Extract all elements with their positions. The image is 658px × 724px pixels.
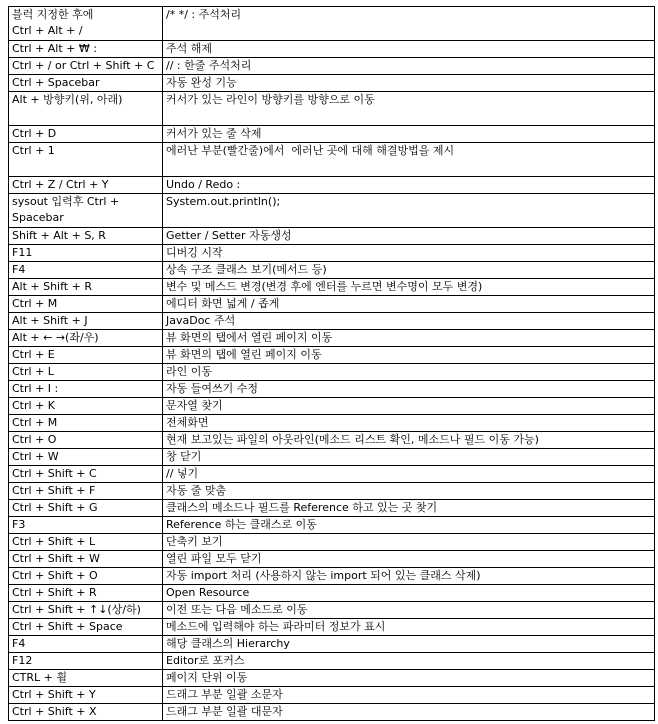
table-row [9, 364, 655, 381]
shortcut-key-cell: Ctrl + Shift + Y [9, 687, 163, 704]
table-row [9, 296, 655, 313]
shortcut-description-cell: 페이지 단위 이동 [163, 670, 655, 687]
table-row [9, 75, 655, 92]
shortcut-description-cell: 드래그 부분 일괄 소문자 [163, 687, 655, 704]
shortcut-description-cell: 해당 클래스의 Hierarchy [163, 636, 655, 653]
shortcut-key-cell: Ctrl + Shift + X [9, 704, 163, 721]
table-row [9, 347, 655, 364]
shortcut-key-cell: Ctrl + Shift + R [9, 585, 163, 602]
table-row [9, 279, 655, 296]
shortcut-description-cell: JavaDoc 주석 [163, 313, 655, 330]
table-row [9, 126, 655, 143]
shortcut-key-cell: CTRL + 휠 [9, 670, 163, 687]
shortcut-description-cell: 자동 import 처리 (사용하지 않는 import 되어 있는 클래스 삭제) [163, 568, 655, 585]
table-row [9, 41, 655, 58]
shortcut-description-cell: 자동 들여쓰기 수정 [163, 381, 655, 398]
shortcut-key-cell: Ctrl + Spacebar [9, 75, 163, 92]
table-row [9, 602, 655, 619]
shortcut-description-cell: 단축키 보기 [163, 534, 655, 551]
table-row [9, 585, 655, 602]
shortcut-key-cell: Ctrl + Alt + ₩ : [9, 41, 163, 58]
table-row [9, 687, 655, 704]
shortcut-description-cell: 문자열 찾기 [163, 398, 655, 415]
table-row [9, 7, 655, 41]
table-row [9, 228, 655, 245]
shortcut-key-cell: Ctrl + 1 [9, 143, 163, 177]
shortcut-description-cell: 자동 완성 기능 [163, 75, 655, 92]
table-row [9, 143, 655, 177]
shortcut-key-cell: Ctrl + M [9, 415, 163, 432]
shortcut-description-cell: 에러난 부분(빨간줄)에서 에러난 곳에 대해 해결방법을 제시 [163, 143, 655, 177]
table-row [9, 381, 655, 398]
shortcut-key-cell: Ctrl + W [9, 449, 163, 466]
shortcut-description-cell: 자동 줄 맞춤 [163, 483, 655, 500]
shortcut-description-cell: 뷰 화면의 탭에 열린 페이지 이동 [163, 347, 655, 364]
shortcut-description-cell: 변수 및 메스드 변경(변경 후에 엔터를 누르면 변수명이 모두 변경) [163, 279, 655, 296]
table-row [9, 262, 655, 279]
shortcut-key-cell: Alt + 방향키(위, 아래) [9, 92, 163, 126]
table-row [9, 92, 655, 126]
shortcut-description-cell: System.out.println(); [163, 194, 655, 228]
shortcut-description-cell: Open Resource [163, 585, 655, 602]
table-row [9, 568, 655, 585]
shortcut-key-cell: Alt + Shift + J [9, 313, 163, 330]
shortcut-key-cell: Ctrl + / or Ctrl + Shift + C [9, 58, 163, 75]
table-row [9, 415, 655, 432]
table-row [9, 653, 655, 670]
table-row [9, 330, 655, 347]
shortcut-key-cell: Ctrl + Shift + G [9, 500, 163, 517]
shortcut-description-cell: 뷰 화면의 탭에서 열린 페이지 이동 [163, 330, 655, 347]
shortcut-key-cell: Ctrl + D [9, 126, 163, 143]
shortcut-key-cell: F12 [9, 653, 163, 670]
shortcut-description-cell: 메소드에 입력해야 하는 파라미터 정보가 표시 [163, 619, 655, 636]
shortcut-key-cell: Ctrl + Shift + O [9, 568, 163, 585]
shortcut-description-cell: Reference 하는 클래스로 이동 [163, 517, 655, 534]
shortcut-key-cell: Ctrl + Shift + L [9, 534, 163, 551]
shortcut-key-cell: Ctrl + Shift + F [9, 483, 163, 500]
table-row [9, 449, 655, 466]
shortcut-description-cell: 전체화면 [163, 415, 655, 432]
shortcut-key-cell: Ctrl + Shift + Space [9, 619, 163, 636]
shortcut-description-cell: 커서가 있는 줄 삭제 [163, 126, 655, 143]
table-row [9, 500, 655, 517]
shortcut-description-cell: 에디터 화면 넓게 / 좁게 [163, 296, 655, 313]
shortcut-key-cell: Ctrl + Shift + W [9, 551, 163, 568]
table-row [9, 704, 655, 721]
table-row [9, 483, 655, 500]
shortcut-key-cell: F3 [9, 517, 163, 534]
shortcut-description-cell: // 넣기 [163, 466, 655, 483]
table-row [9, 58, 655, 75]
table-row [9, 619, 655, 636]
shortcut-description-cell: 상속 구조 클래스 보기(메서드 등) [163, 262, 655, 279]
table-row [9, 313, 655, 330]
shortcut-description-cell: 클래스의 메소드나 필드를 Reference 하고 있는 곳 찾기 [163, 500, 655, 517]
shortcut-description-cell: Getter / Setter 자동생성 [163, 228, 655, 245]
table-row [9, 432, 655, 449]
shortcut-description-cell: 디버깅 시작 [163, 245, 655, 262]
table-row [9, 194, 655, 228]
shortcut-key-cell: Ctrl + Z / Ctrl + Y [9, 177, 163, 194]
shortcut-key-cell: F11 [9, 245, 163, 262]
shortcut-key-cell: F4 [9, 262, 163, 279]
shortcut-key-cell: Alt + ← →(좌/우) [9, 330, 163, 347]
shortcut-key-cell: 블럭 지정한 후에 Ctrl + Alt + / [9, 7, 163, 41]
table-row [9, 534, 655, 551]
shortcut-description-cell: 이전 또는 다음 메소드로 이동 [163, 602, 655, 619]
shortcut-table [8, 6, 655, 721]
shortcut-description-cell: 창 닫기 [163, 449, 655, 466]
table-row [9, 551, 655, 568]
table-row [9, 517, 655, 534]
shortcut-description-cell: 주석 해제 [163, 41, 655, 58]
table-row [9, 636, 655, 653]
shortcut-key-cell: Ctrl + Shift + ↑↓(상/하) [9, 602, 163, 619]
table-row [9, 177, 655, 194]
table-row [9, 398, 655, 415]
shortcut-table-body [9, 7, 655, 721]
table-row [9, 466, 655, 483]
shortcut-description-cell: 열린 파일 모두 닫기 [163, 551, 655, 568]
shortcut-key-cell: Ctrl + K [9, 398, 163, 415]
shortcut-key-cell: Ctrl + I : [9, 381, 163, 398]
shortcut-description-cell: 현재 보고있는 파일의 아웃라인(메소드 리스트 확인, 메소드나 필드 이동 가능) [163, 432, 655, 449]
shortcut-description-cell: 드래그 부분 일괄 대문자 [163, 704, 655, 721]
shortcut-key-cell: Ctrl + O [9, 432, 163, 449]
shortcut-key-cell: Alt + Shift + R [9, 279, 163, 296]
table-row [9, 245, 655, 262]
shortcut-key-cell: Shift + Alt + S, R [9, 228, 163, 245]
shortcut-key-cell: Ctrl + M [9, 296, 163, 313]
shortcut-description-cell: Editor로 포커스 [163, 653, 655, 670]
shortcut-key-cell: sysout 입력후 Ctrl + Spacebar [9, 194, 163, 228]
shortcut-key-cell: Ctrl + E [9, 347, 163, 364]
shortcut-key-cell: F4 [9, 636, 163, 653]
shortcut-description-cell: Undo / Redo : [163, 177, 655, 194]
shortcut-key-cell: Ctrl + Shift + C [9, 466, 163, 483]
shortcut-description-cell: // : 한줄 주석처리 [163, 58, 655, 75]
table-row [9, 670, 655, 687]
shortcut-key-cell: Ctrl + L [9, 364, 163, 381]
shortcut-description-cell: 라인 이동 [163, 364, 655, 381]
shortcut-description-cell: /* */ : 주석처리 [163, 7, 655, 41]
shortcut-description-cell: 커서가 있는 라인이 방향키를 방향으로 이동 [163, 92, 655, 126]
